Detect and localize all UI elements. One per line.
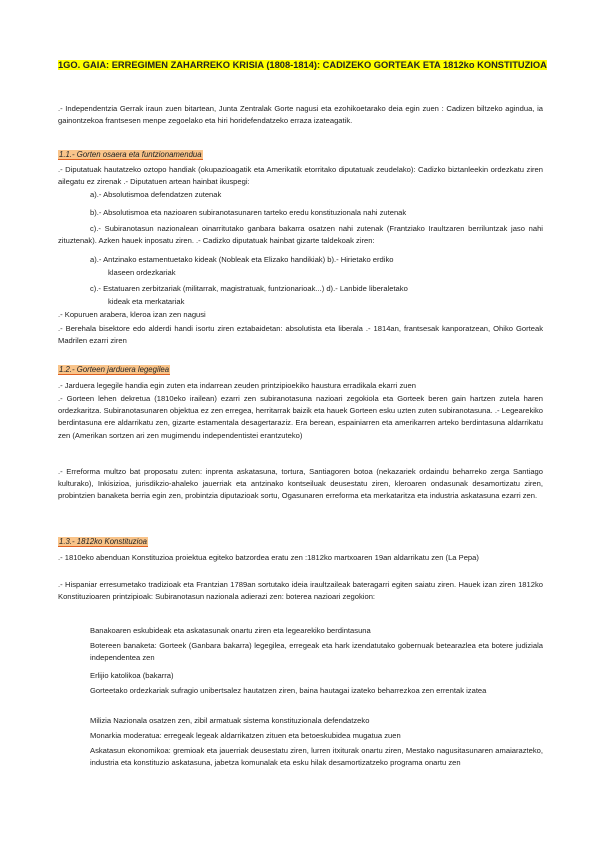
s1-group-a: a).- Antzinako estamentuetako kideak (Nobleak eta Elizako handikiak) b).- Hirietako erdiko [90,255,394,264]
s1-paragraph-2: .- Kopuruen arabera, kleroa izan zen nagusi [58,310,206,319]
s1-group-a2: klaseen ordezkariak [108,268,176,277]
s1-item-c: c).- Subiranotasun nazionalean oinarritutako ganbara bakarra osatzen nahi zutenak (Frantziako Iraultzaren berriluntzak jaso nahi zituztenak). Azken hauek inposatu ziren. .- Cadizko diputatuak hainbat gizarte taldekoak ziren: [58,224,543,246]
document-title [58,55,558,73]
section-3-heading [58,536,148,548]
s3-principle-1: Banakoaren eskubideak eta askatasunak onartu ziren eta legearekiko berdintasuna [90,626,371,635]
section-2-heading-text: 1.2.- Gorteen jarduera legegilea [59,365,170,374]
s3-principle-7: Askatasun ekonomikoa: gremioak eta jauerriak deusestatu ziren, lurren itxiturak onartu ziren, Mestako nagusitasunaren amaiarazteko, industria eta konstituzio askatasuna, jabetza komunalak eta esku hilak desamortizatzeko programa onartu zen [90,746,543,768]
s1-group-c: c).- Estatuaren zerbitzariak (militarrak, magistratuak, funtzionarioak...) d).- Lanbide liberaletako [90,284,408,293]
intro-paragraph: .- Independentzia Gerrak iraun zuen bitartean, Junta Zentralak Gorte nagusi eta ezohikoetarako deia egin zuen : Cadizen biltzeko agindua, ia gainontzekoa frantsesen menpe zegoelako eta hiri horidefendatzeko erraza izateagatik. [58,104,543,126]
s3-principle-4: Gorteetako ordezkariak sufragio unibertsalez hautatzen ziren, baina hautagai izateko beharrezkoa zen errentak izatea [90,686,487,695]
s2-paragraph-1: .- Jarduera legegile handia egin zuten eta indarrean zeuden printzipioekiko haustura erradikala ekarri zuen [58,381,416,390]
section-3-heading-text: 1.3.- 1812ko Konstituzioa [59,537,147,546]
s3-paragraph-1: .- 1810eko abenduan Konstituzioa proiektua egiteko batzordea eratu zen :1812ko martxoaren 19an aldarrikatu zen (La Pepa) [58,553,479,562]
s2-paragraph-3: .- Erreforma multzo bat proposatu zuten: inprenta askatasuna, tortura, Santiagoren botoa (nekazariek ordaindu beharreko zerga Santiago kulturako), Inkisizioa, jurisdikzio-ahaleko jauerriak eta antzinako kontseiluak deusestatu ziren, kleroaren ondasunak desamortizatu ziren, probintzien banaketa berria egin zen, probintzia diputazioak sortu, Ogasunaren erreforma eta merkataritza eta industria askatasuna ezarri zen. [58,467,543,501]
s1-item-a: a).- Absolutismoa defendatzen zutenak [90,190,222,199]
section-1-heading-text: 1.1.- Gorten osaera eta funtzionamendua [59,150,202,159]
s1-item-b: b).- Absolutismoa eta nazioaren subiranotasunaren tarteko eredu konstituzionala nahi zutenak [90,208,407,217]
s3-principle-5: Milizia Nazionala osatzen zen, zibil armatuak sistema konstituzionala defendatzeko [90,716,370,725]
s1-paragraph-1: .- Diputatuak hautatzeko oztopo handiak (okupazioagatik eta Amerikatik etorritako diputatuak zeudelako): Cadizko biztanleekin ordezkatu ziren ailegatu ez zirenak .- Diputatuen artean hainbat ikuspegi: [58,165,543,187]
s3-principle-3: Erlijio katolikoa (bakarra) [90,671,174,680]
s3-paragraph-2: .- Hispaniar erresumetako tradizioak eta Frantzian 1789an sortutako ideia iraultzaileak bateragarri egiten saiatu ziren. Hauek izan ziren 1812ko Konstituzioaren printzipioak: Subiranotasun nazionala adierazi zen: boterea nazioari zegokion: [58,580,543,602]
section-2-heading [58,364,170,376]
section-1-heading [58,149,203,161]
s1-group-c2: kideak eta merkatariak [108,297,185,306]
s3-principle-2: Botereen banaketa: Gorteek (Ganbara bakarra) legegilea, erregeak eta hark izendatutako gobernuak betearazlea eta botere judiziala independentea zen [90,641,543,663]
s3-principle-6: Monarkia moderatua: erregeak legeak aldarrikatzen zituen eta betoeskubidea mugatua zuen [90,731,401,740]
s1-paragraph-3: .- Berehala bisektore edo alderdi handi isortu ziren eztabaidetan: absolutista eta liberala .- 1814an, frantsesak kanporatzean, Ohiko Gorteak Madrilen ezarri ziren [58,324,543,346]
document-title-text: 1GO. GAIA: ERREGIMEN ZAHARREKO KRISIA (1808-1814): CADIZEKO GORTEAK ETA 1812ko KONSTITUZIOA [58,60,547,70]
s2-paragraph-2: .- Gorteen lehen dekretua (1810eko irailean) ezarri zen subiranotasuna nazioari zegokiola eta Gorteek beren gain hartzen zutela haren ordezkaritza. Subiranotasunaren objektua ez zen erregea, herritarrak baizik eta hauek Gorteen esku uzten zuten subiranotasuna. .- Legearekiko berdintasuna ere aldarrikatu zen, gizarte estamentala desagertaraziz. Era berean, espainiarren eta amerikarren arteko berdintasuna aldarrikatu zen (Amerikan sortzen ari zen mugimendu independentistei erantzuteko) [58,394,543,440]
